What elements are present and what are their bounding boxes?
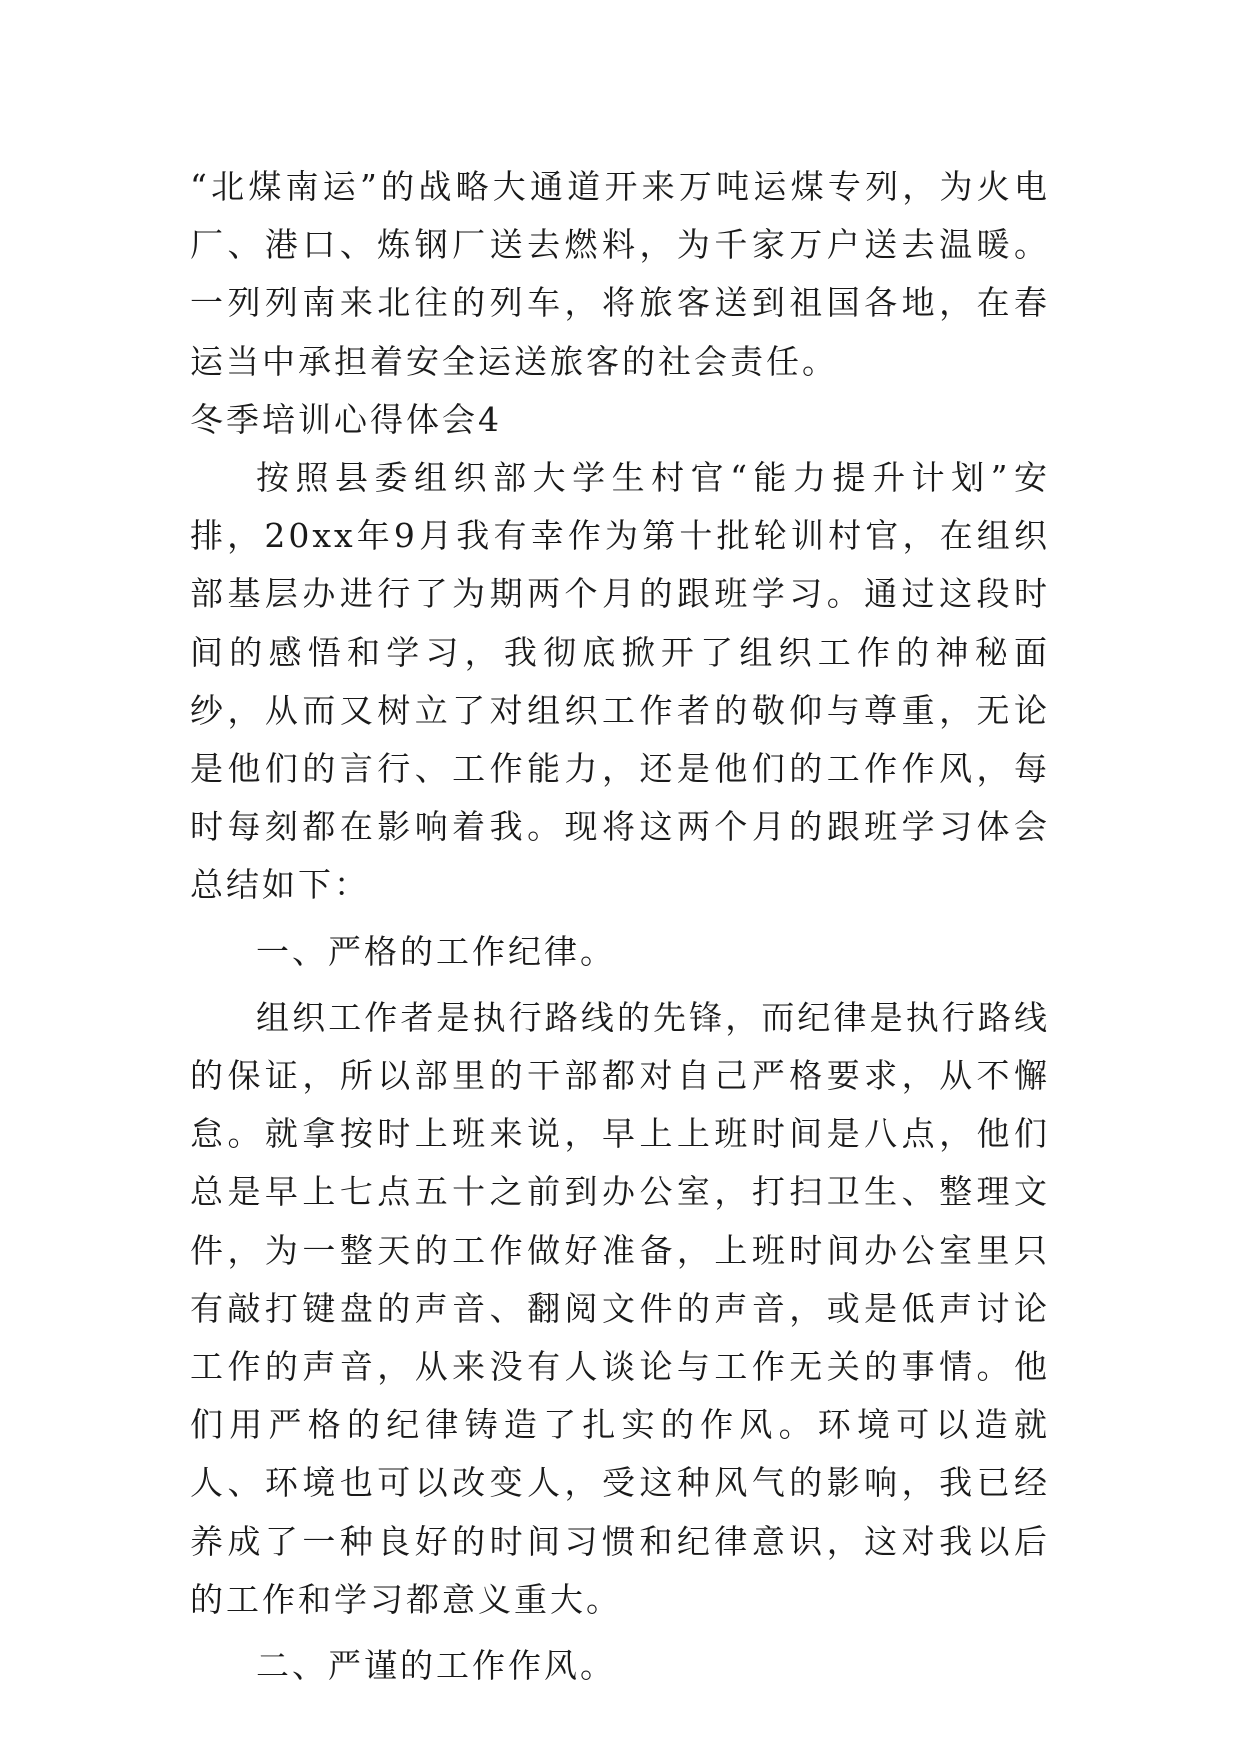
paragraph-discipline: 组织工作者是执行路线的先锋，而纪律是执行路线的保证，所以部里的干部都对自己严格要求，从不懈怠。就拿按时上班来说，早上上班时间是八点，他们总是早上七点五十之前到办公室，打扫卫生、整理文件，为一整天的工作做好准备，上班时间办公室里只有敲打键盘的声音、翻阅文件的声音，或是低声讨论工作的声音，从来没有人谈论与工作无关的事情。他们用严格的纪律铸造了扎实的作风。环境可以造就人、环境也可以改变人，受这种风气的影响，我已经养成了一种良好的时间习惯和纪律意识，这对我以后的工作和学习都意义重大。: [190, 997, 1050, 1619]
document-body: [190, 158, 1050, 1695]
paragraph-intro: 按照县委组织部大学生村官“能力提升计划”安排，20xx年9月我有幸作为第十批轮训村官，在组织部基层办进行了为期两个月的跟班学习。通过这段时间的感悟和学习，我彻底掀开了组织工作的神秘面纱，从而又树立了对组织工作者的敬仰与尊重，无论是他们的言行、工作能力，还是他们的工作作风，每时每刻都在影响着我。现将这两个月的跟班学习体会总结如下：: [190, 458, 1050, 905]
subheading-discipline: 一、严格的工作纪律。: [256, 931, 616, 971]
subheading-work-style: 二、严谨的工作作风。: [256, 1646, 616, 1686]
paragraph-continuation: “北煤南运”的战略大通道开来万吨运煤专列，为火电厂、港口、炼钢厂送去燃料，为千家万户送去温暖。一列列南来北往的列车，将旅客送到祖国各地，在春运当中承担着安全运送旅客的社会责任。: [190, 167, 1050, 381]
section-heading: 冬季培训心得体会4: [190, 399, 502, 439]
